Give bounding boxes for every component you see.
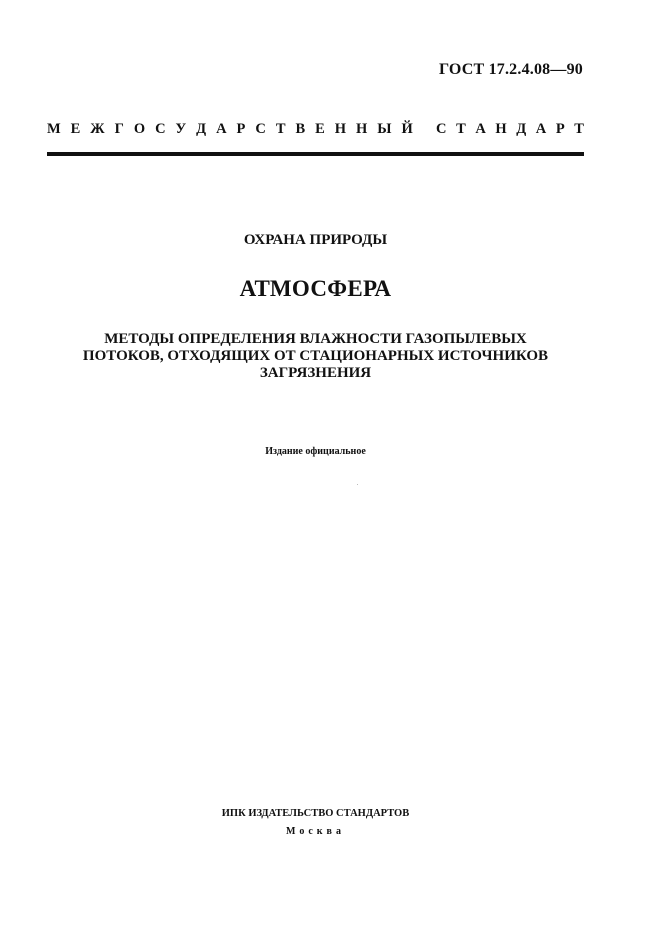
subtitle: [0, 331, 631, 382]
section-title: ОХРАНА ПРИРОДЫ: [243, 232, 388, 248]
spaced-letter: Й: [401, 121, 413, 137]
subtitle-line: МЕТОДЫ ОПРЕДЕЛЕНИЯ ВЛАЖНОСТИ ГАЗОПЫЛЕВЫХ: [104, 331, 527, 347]
scan-speck: [357, 484, 358, 485]
publisher-city: Москва: [286, 826, 345, 837]
standard-type-word-standard: [436, 121, 584, 138]
spaced-letter: Д: [196, 121, 207, 137]
spaced-letter: У: [175, 121, 187, 137]
standard-type-word-interstate: [47, 121, 413, 138]
edition-note: Издание официальное: [265, 446, 366, 457]
spaced-letter: Ж: [90, 121, 105, 137]
spaced-letter: М: [47, 121, 61, 137]
publisher-name: ИПК ИЗДАТЕЛЬСТВО СТАНДАРТОВ: [221, 808, 410, 819]
spaced-letter: А: [475, 121, 486, 137]
spaced-letter: Н: [356, 121, 368, 137]
spaced-letter: Т: [574, 121, 584, 137]
spaced-letter: С: [436, 121, 447, 137]
subtitle-line: ЗАГРЯЗНЕНИЯ: [259, 365, 372, 381]
header-rule: [47, 152, 584, 156]
spaced-letter: Н: [495, 121, 507, 137]
spaced-letter: Т: [456, 121, 466, 137]
spaced-letter: О: [133, 121, 146, 137]
spaced-letter: Г: [114, 121, 124, 137]
spaced-letter: Н: [334, 121, 347, 137]
spaced-letter: А: [535, 121, 547, 137]
spaced-letter: Ы: [377, 121, 392, 137]
main-title: АТМОСФЕРА: [239, 276, 392, 301]
spaced-letter: Д: [516, 121, 527, 137]
subtitle-line: ПОТОКОВ, ОТХОДЯЩИХ ОТ СТАЦИОНАРНЫХ ИСТОЧНИКОВ: [82, 348, 549, 364]
spaced-letter: Р: [236, 121, 246, 137]
spaced-letter: Е: [70, 121, 81, 137]
spaced-letter: Т: [275, 121, 286, 137]
spaced-letter: Е: [315, 121, 325, 137]
spaced-letter: Р: [555, 121, 565, 137]
standard-type-banner: [47, 121, 584, 138]
spaced-letter: В: [295, 121, 306, 137]
spaced-letter: С: [155, 121, 166, 137]
spaced-letter: С: [255, 121, 266, 137]
document-code: ГОСТ 17.2.4.08—90: [438, 61, 583, 78]
spaced-letter: А: [216, 121, 227, 137]
